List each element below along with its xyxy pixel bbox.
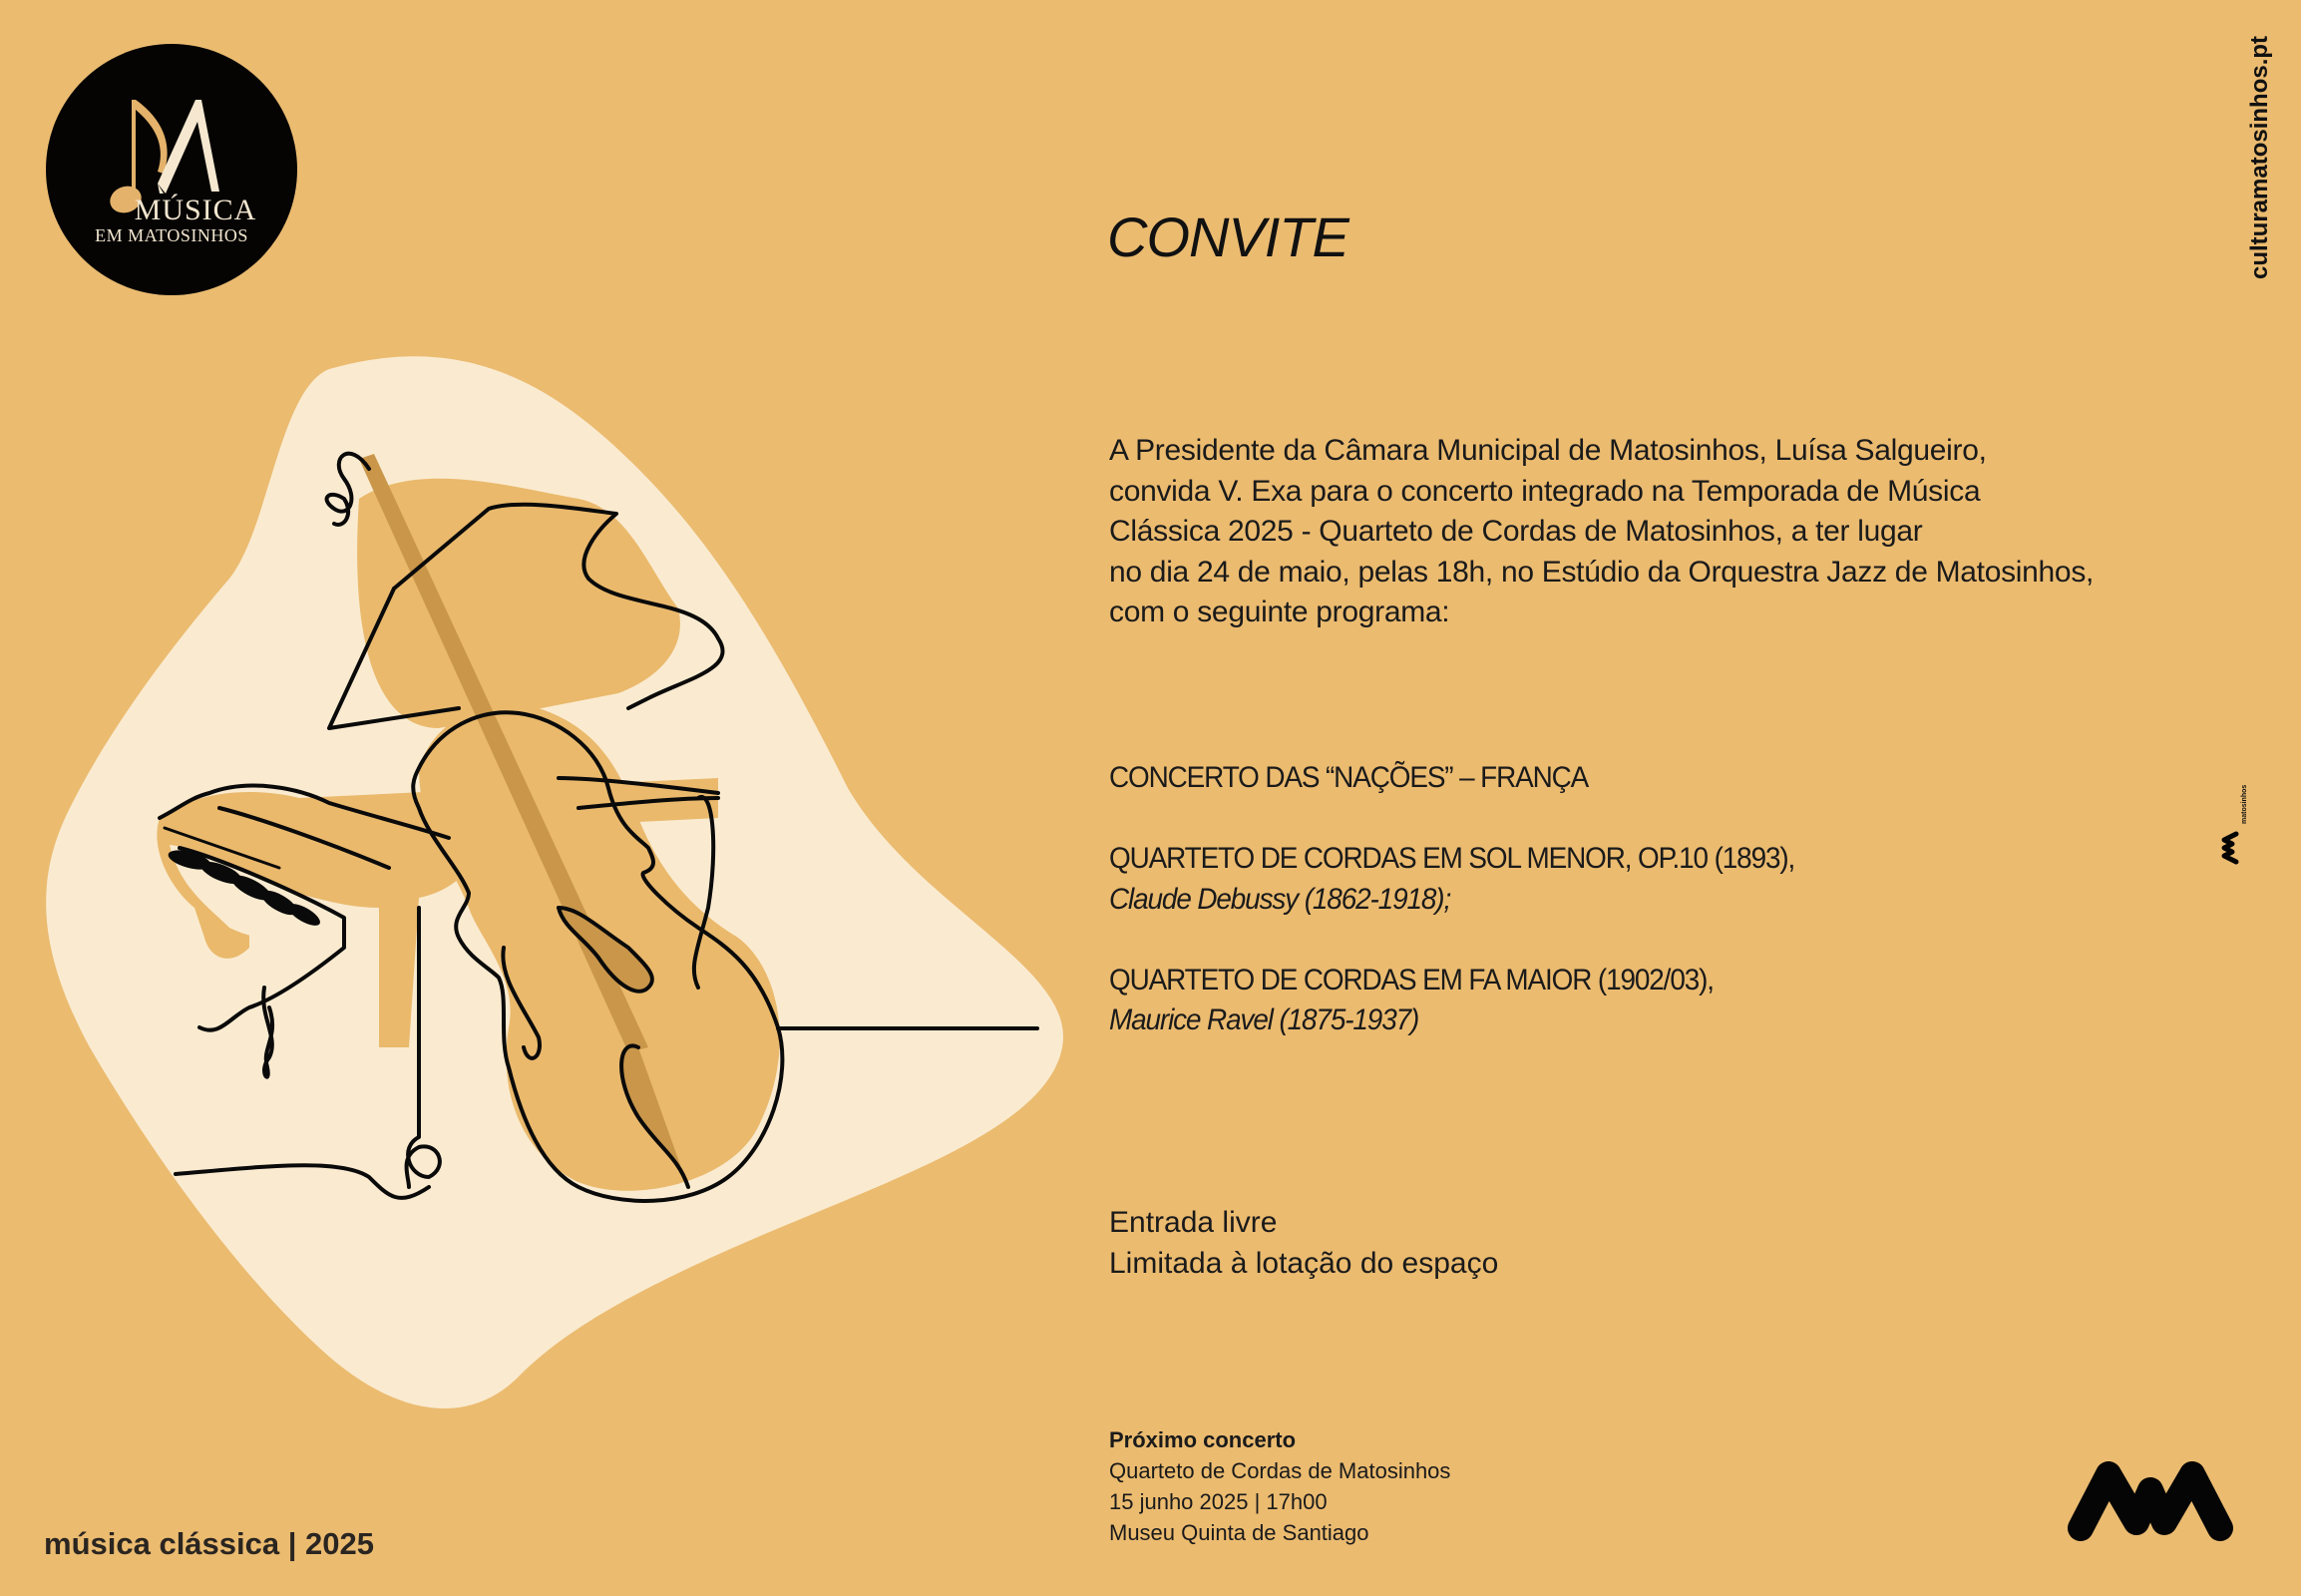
concert-program — [1109, 758, 2107, 1041]
page-title: CONVITE — [1107, 205, 1348, 268]
logo-text-em-matosinhos: EM MATOSINHOS — [95, 225, 248, 245]
next-concert-name: Quarteto de Cordas de Matosinhos — [1109, 1458, 1451, 1483]
musica-em-matosinhos-logo — [46, 44, 297, 295]
music-note-m-icon — [46, 44, 297, 295]
season-tag: música clássica | 2025 — [44, 1526, 374, 1561]
next-concert-venue: Museu Quinta de Santiago — [1109, 1520, 1369, 1545]
next-concert-datetime: 15 junho 2025 | 17h00 — [1109, 1489, 1328, 1514]
logo-text-musica: MÚSICA — [134, 194, 257, 226]
work-composer: Maurice Ravel (1875-1937) — [1109, 1003, 1419, 1036]
piano-violin-illustration — [0, 349, 1097, 1416]
intro-line: com o seguinte programa: — [1109, 596, 1450, 628]
work-title: QUARTETO DE CORDAS EM FA MAIOR (1902/03), — [1109, 963, 1714, 997]
admission-info — [1109, 1203, 1498, 1284]
invitation-intro — [1109, 431, 2206, 633]
admission-free: Entrada livre — [1109, 1206, 1278, 1239]
website-url[interactable]: culturamatosinhos.pt — [2246, 35, 2273, 279]
intro-line: Clássica 2025 - Quarteto de Cordas de Matosinhos, a ter lugar — [1109, 515, 1923, 548]
matosinhos-mini-label: matosinhos — [2241, 784, 2248, 824]
work-title: QUARTETO DE CORDAS EM SOL MENOR, OP.10 (1893), — [1109, 842, 1795, 875]
program-heading: CONCERTO DAS “NAÇÕES” – FRANÇA — [1109, 761, 1589, 794]
work-composer: Claude Debussy (1862-1918); — [1109, 882, 1451, 916]
intro-line: no dia 24 de maio, pelas 18h, no Estúdio da Orquestra Jazz de Matosinhos, — [1109, 555, 2095, 589]
intro-line: convida V. Exa para o concerto integrado na Temporada de Música — [1109, 474, 1981, 508]
matosinhos-mm-logo-icon — [2067, 1460, 2236, 1542]
admission-limit: Limitada à lotação do espaço — [1109, 1246, 1499, 1280]
next-concert — [1109, 1424, 1450, 1548]
matosinhos-mini-logo-icon — [2218, 776, 2240, 866]
intro-line: A Presidente da Câmara Municipal de Matosinhos, Luísa Salgueiro, — [1109, 434, 1987, 467]
next-concert-heading: Próximo concerto — [1109, 1427, 1297, 1452]
